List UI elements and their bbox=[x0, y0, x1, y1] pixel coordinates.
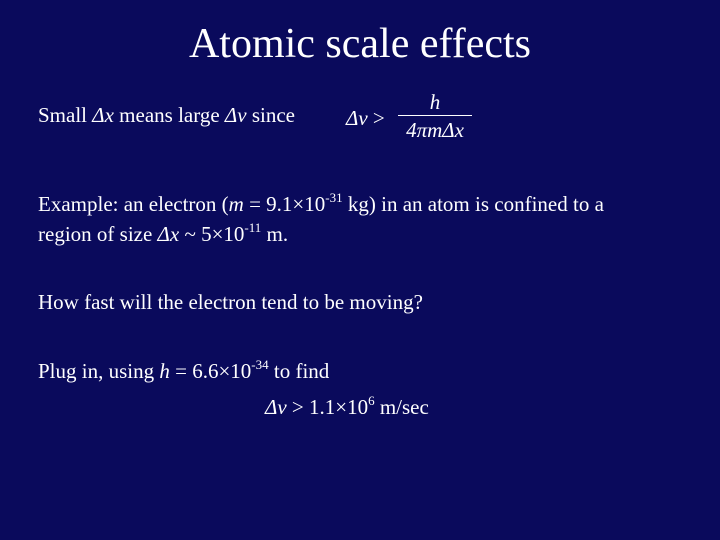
plug-text: = 6.6×10 bbox=[169, 359, 252, 383]
question-line: How fast will the electron tend to be moving? bbox=[38, 290, 423, 314]
example-text: Example: an electron ( bbox=[38, 192, 229, 216]
size-exponent: -11 bbox=[244, 220, 262, 235]
delta-v-symbol: Δv bbox=[265, 395, 287, 419]
mass-symbol: m bbox=[228, 192, 244, 216]
plug-text: to find bbox=[268, 359, 330, 383]
planck-symbol: h bbox=[159, 359, 170, 383]
result-text: m/sec bbox=[374, 395, 429, 419]
statement-text: since bbox=[246, 103, 295, 127]
fraction-numerator: h bbox=[429, 90, 441, 114]
delta-x-symbol: Δx bbox=[92, 103, 114, 127]
equation-lhs bbox=[346, 104, 385, 132]
statement-text: means large bbox=[113, 103, 225, 127]
slide-title: Atomic scale effects bbox=[188, 21, 532, 67]
example-text: ~ 5×10 bbox=[179, 222, 245, 246]
equation-fraction bbox=[398, 90, 472, 142]
result-line bbox=[265, 393, 429, 421]
fraction-bar bbox=[398, 115, 472, 116]
example-line-1 bbox=[38, 190, 604, 218]
example-text: = 9.1×10 bbox=[243, 192, 326, 216]
planck-exponent: -34 bbox=[251, 357, 269, 372]
result-text: > 1.1×10 bbox=[286, 395, 369, 419]
example-line-2 bbox=[38, 220, 288, 248]
example-text: m. bbox=[261, 222, 289, 246]
result-exponent: 6 bbox=[368, 393, 375, 408]
plug-text: Plug in, using bbox=[38, 359, 160, 383]
delta-x-symbol: Δx bbox=[157, 222, 180, 246]
example-text: kg) in an atom is confined to a bbox=[342, 192, 604, 216]
delta-v-symbol: Δv bbox=[224, 103, 247, 127]
statement-line bbox=[38, 101, 295, 129]
mass-exponent: -31 bbox=[325, 190, 343, 205]
plug-in-line bbox=[38, 357, 329, 385]
equation-delta-v: Δv bbox=[346, 106, 368, 130]
fraction-denominator: 4πmΔx bbox=[406, 118, 464, 142]
example-text: region of size bbox=[38, 222, 158, 246]
equation-operator: > bbox=[367, 106, 385, 130]
statement-text: Small bbox=[38, 103, 93, 127]
